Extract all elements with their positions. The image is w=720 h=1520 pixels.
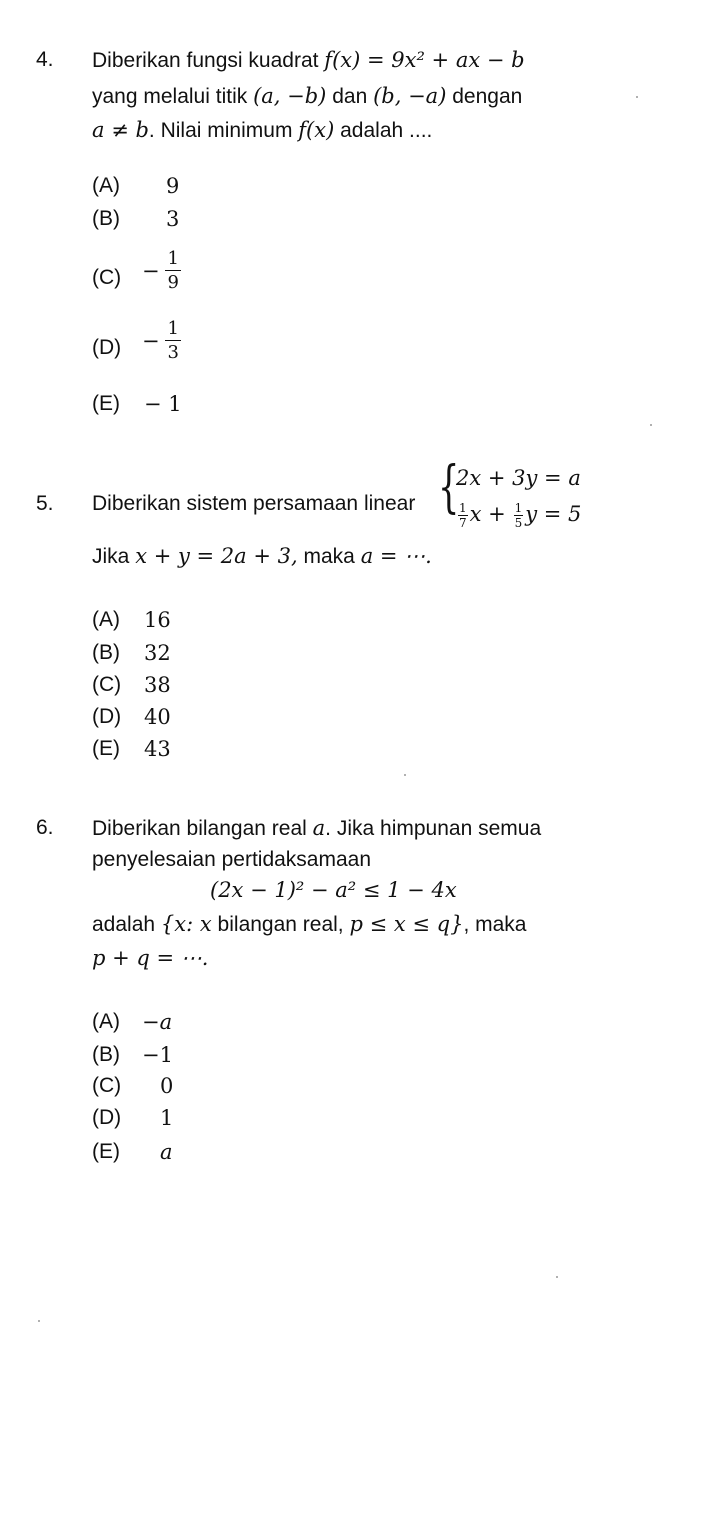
option-letter: (B) <box>92 641 120 664</box>
question-text-line: yang melalui titik (a, −b) dan (b, −a) dengan <box>92 84 523 108</box>
option-value: −a <box>142 1010 173 1034</box>
option-letter: (E) <box>92 392 120 415</box>
option-value: − $\frac{1}{9}$ <box>142 248 179 293</box>
fraction: $\frac{1}{7}$ <box>459 501 467 530</box>
fraction: $\frac{1}{9}$ <box>167 248 179 293</box>
option-letter: (E) <box>92 1140 120 1163</box>
option-value: a <box>160 1140 173 1164</box>
question-text-line: Diberikan bilangan real a. Jika himpunan semua <box>92 816 542 840</box>
question-number: 5. <box>36 492 54 515</box>
option-value: 3 <box>166 207 180 231</box>
option-value: 1 <box>160 1106 174 1130</box>
question-text-line: Diberikan sistem persamaan linear <box>92 492 416 515</box>
function-expression: f(x) = 9x² + ax − b <box>324 48 525 72</box>
option-value: − $\frac{1}{3}$ <box>142 318 179 363</box>
option-value: −1 <box>142 1043 173 1067</box>
option-value: − 1 <box>144 392 182 416</box>
scan-speck <box>650 424 652 426</box>
option-letter: (B) <box>92 1043 120 1066</box>
option-letter: (E) <box>92 737 120 760</box>
question-number: 6. <box>36 816 54 839</box>
option-value: 40 <box>144 705 171 729</box>
option-letter: (C) <box>92 1074 122 1097</box>
fraction: $\frac{1}{5}$ <box>514 501 523 530</box>
option-value: 9 <box>166 174 180 198</box>
option-letter: (A) <box>92 1010 120 1033</box>
option-value: 32 <box>144 641 171 665</box>
scan-speck <box>404 774 406 776</box>
scan-speck <box>636 96 638 98</box>
system-brace: { <box>438 455 460 520</box>
question-text-line: adalah {x: x bilangan real, p ≤ x ≤ q}, maka <box>92 912 527 936</box>
option-value: 38 <box>144 673 171 697</box>
inequality: (2x − 1)² − a² ≤ 1 − 4x <box>210 878 457 902</box>
option-letter: (B) <box>92 207 120 230</box>
option-letter: (C) <box>92 266 122 289</box>
option-value: 0 <box>160 1074 174 1098</box>
question-text-line: Diberikan fungsi kuadrat f(x) = 9x² + ax − b <box>92 48 525 72</box>
scan-speck <box>38 1320 40 1322</box>
fraction: $\frac{1}{3}$ <box>167 318 179 363</box>
scan-speck <box>556 1276 558 1278</box>
question-text-line: penyelesaian pertidaksamaan <box>92 848 372 871</box>
question-text-line: a ≠ b. Nilai minimum f(x) adalah .... <box>92 118 433 142</box>
option-letter: (D) <box>92 336 122 359</box>
question-text-line: p + q = ⋯. <box>92 946 209 970</box>
equation-2: $\frac{1}{7}$ x + $\frac{1}{5}$ y = 5 <box>459 501 582 530</box>
question-text-line: Jika x + y = 2a + 3, maka a = ⋯. <box>92 544 432 568</box>
equation-1: 2x + 3y = a <box>456 466 581 490</box>
option-letter: (C) <box>92 673 122 696</box>
option-value: 16 <box>144 608 171 632</box>
option-letter: (A) <box>92 174 120 197</box>
option-letter: (A) <box>92 608 120 631</box>
option-letter: (D) <box>92 705 122 728</box>
option-value: 43 <box>144 737 171 761</box>
option-letter: (D) <box>92 1106 122 1129</box>
question-number: 4. <box>36 48 54 71</box>
